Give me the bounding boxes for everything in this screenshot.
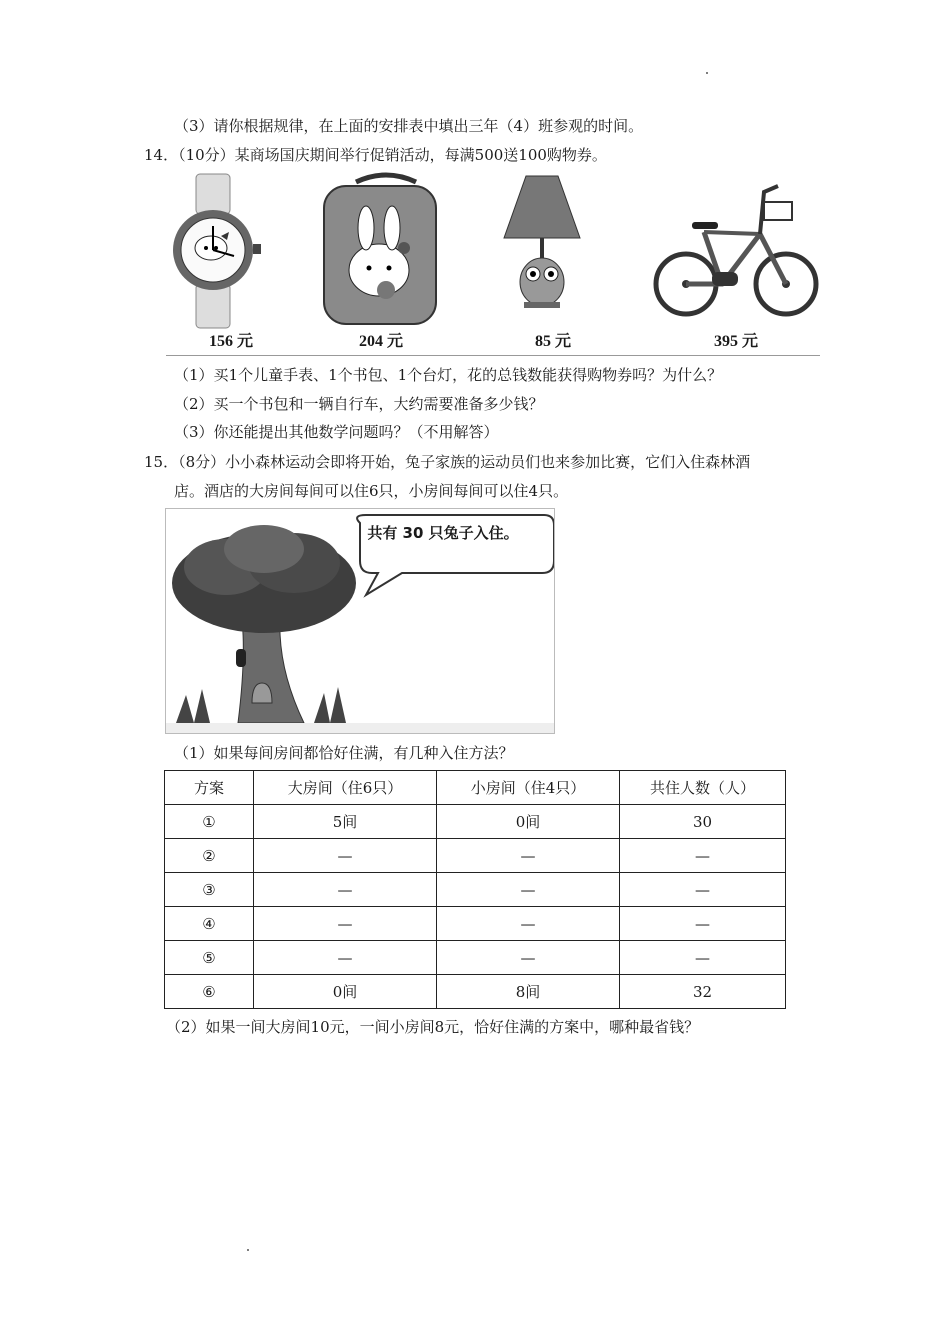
header-plan: 方案 [165, 771, 254, 805]
table-row [165, 941, 786, 975]
table-cell: — [437, 941, 620, 975]
q15-part1: （1）如果每间房间都恰好住满，有几种入住方法？ [174, 744, 514, 762]
price-backpack: 204 元 [358, 333, 403, 350]
table-cell: — [437, 839, 620, 873]
table-cell: 0间 [254, 975, 437, 1009]
speech-bubble-text: 共有 30 只兔子入住。 [367, 524, 519, 542]
table-cell: 32 [620, 975, 786, 1009]
page-mark-bottom [247, 1249, 249, 1251]
q15-stem-line2: 店。酒店的大房间每间可以住6只，小房间每间可以住4只。 [174, 482, 569, 500]
table-cell: ③ [165, 873, 254, 907]
table-cell: — [254, 873, 437, 907]
table-cell: 8间 [437, 975, 620, 1009]
table-cell: — [620, 941, 786, 975]
price-lamp: 85 元 [534, 333, 571, 350]
table-cell: ① [165, 805, 254, 839]
watch-icon [166, 172, 276, 332]
table-cell: — [620, 873, 786, 907]
room-plan-table [164, 770, 786, 1009]
q13-part3: （3）请你根据规律，在上面的安排表中填出三年（4）班参观的时间。 [174, 117, 644, 135]
table-cell: 5间 [254, 805, 437, 839]
header-total: 共住人数（人） [620, 771, 786, 805]
q15-stem-line1: 15．（8分）小小森林运动会即将开始，兔子家族的运动员们也来参加比赛，它们入住森林酒 [144, 453, 751, 471]
table-cell: 0间 [437, 805, 620, 839]
table-cell: — [254, 941, 437, 975]
product-images [166, 172, 820, 356]
q14-part1: （1）买1个儿童手表、1个书包、1个台灯，花的总钱数能获得购物券吗？为什么？ [174, 366, 723, 384]
table-cell: 30 [620, 805, 786, 839]
table-row [165, 805, 786, 839]
page-mark-top [706, 72, 708, 74]
lamp-icon [488, 172, 598, 332]
header-large-room: 大房间（住6只） [254, 771, 437, 805]
product-watch [166, 172, 296, 355]
table-cell: — [620, 907, 786, 941]
product-bicycle [652, 172, 820, 355]
table-cell: ④ [165, 907, 254, 941]
q15-part2: （2）如果一间大房间10元，一间小房间8元，恰好住满的方案中，哪种最省钱？ [166, 1018, 700, 1036]
table-cell: — [437, 907, 620, 941]
product-backpack [316, 172, 446, 355]
table-cell: — [254, 907, 437, 941]
bicycle-icon [652, 172, 820, 332]
table-row [165, 907, 786, 941]
table-row [165, 873, 786, 907]
table-cell: — [254, 839, 437, 873]
q14-part2: （2）买一个书包和一辆自行车，大约需要准备多少钱？ [174, 395, 544, 413]
table-cell: ⑤ [165, 941, 254, 975]
price-bicycle: 395 元 [713, 333, 758, 350]
table-cell: — [620, 839, 786, 873]
table-row [165, 839, 786, 873]
product-lamp [488, 172, 618, 355]
header-small-room: 小房间（住4只） [437, 771, 620, 805]
q14-part3: （3）你还能提出其他数学问题吗？（不用解答） [174, 423, 499, 441]
table-header-row [165, 771, 786, 805]
table-row [165, 975, 786, 1009]
backpack-icon [316, 172, 446, 332]
table-cell: ② [165, 839, 254, 873]
price-watch: 156 元 [208, 333, 253, 350]
table-cell: — [437, 873, 620, 907]
table-cell: ⑥ [165, 975, 254, 1009]
q14-stem: 14．（10分）某商场国庆期间举行促销活动，每满500送100购物券。 [144, 146, 607, 164]
